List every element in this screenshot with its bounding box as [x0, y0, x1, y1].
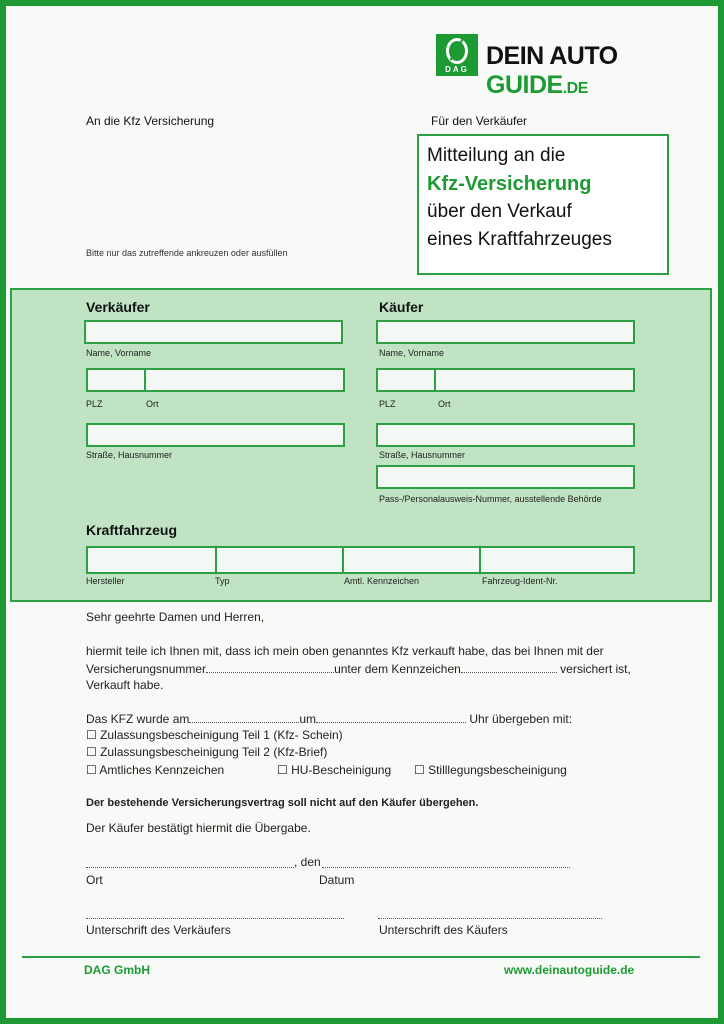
buyer-street-field[interactable]	[376, 423, 635, 447]
buyer-signature-label: Unterschrift des Käufers	[379, 923, 508, 937]
place-line[interactable]	[86, 866, 294, 868]
paragraph-line-3: Verkauft habe.	[86, 678, 164, 692]
vehicle-type-field[interactable]	[215, 546, 344, 574]
seller-plz-label: PLZ	[86, 399, 103, 409]
buyer-name-label: Name, Vorname	[379, 348, 445, 358]
title-line-2: Kfz-Versicherung	[427, 173, 592, 195]
buyer-id-field[interactable]	[376, 465, 635, 489]
recipient: An die Kfz Versicherung	[86, 114, 215, 128]
instruction: Bitte nur das zutreffende ankreuzen oder ausfüllen	[86, 248, 288, 258]
buyer-title: Käufer	[379, 299, 424, 315]
vehicle-manufacturer-field[interactable]	[86, 546, 217, 574]
buyer-id-label: Pass-/Personalausweis-Nummer, ausstellende Behörde	[379, 494, 602, 504]
checkbox-hu-certificate[interactable]: ☐ HU-Bescheinigung	[277, 763, 392, 777]
handover-date-blank[interactable]	[189, 710, 299, 723]
date-line[interactable]	[322, 866, 570, 868]
footer-company: DAG GmbH	[84, 963, 150, 977]
insurance-number-blank[interactable]	[206, 660, 334, 673]
buyer-ort-label: Ort	[438, 399, 451, 409]
seller-signature-line[interactable]	[86, 917, 344, 919]
seller-title: Verkäufer	[86, 299, 150, 315]
buyer-confirmation: Der Käufer bestätigt hiermit die Übergabe.	[86, 821, 311, 835]
seller-street-field[interactable]	[86, 423, 345, 447]
buyer-name-field[interactable]	[376, 320, 635, 344]
logo-badge	[436, 34, 478, 76]
vehicle-plate-field[interactable]	[342, 546, 481, 574]
contract-notice: Der bestehende Versicherungsvertrag soll nicht auf den Käufer übergehen.	[86, 797, 479, 809]
footer-divider	[22, 956, 700, 958]
footer-url[interactable]: www.deinautoguide.de	[504, 963, 635, 977]
checkbox-license-plate[interactable]: ☐ Amtliches Kennzeichen	[86, 763, 225, 777]
title-line-3: über den Verkauf	[427, 201, 572, 222]
seller-signature-label: Unterschrift des Verkäufers	[86, 923, 231, 937]
vehicle-label: Typ	[215, 576, 230, 586]
logo-wordmark: DEIN AUTO GUIDE.DE	[486, 42, 618, 99]
copy-for: Für den Verkäufer	[431, 114, 528, 128]
seller-name-label: Name, Vorname	[86, 348, 152, 358]
checkbox-deregistration[interactable]: ☐ Stilllegungsbescheinigung	[414, 763, 567, 777]
seller-ort-field[interactable]	[144, 368, 345, 392]
logo-badge-text: DAG	[445, 65, 469, 74]
handover-line: Das KFZ wurde am um Uhr übergeben mit:	[86, 712, 573, 726]
handover-time-blank[interactable]	[316, 710, 466, 723]
plate-blank[interactable]	[461, 660, 557, 673]
seller-name-field[interactable]	[84, 320, 343, 344]
seller-street-label: Straße, Hausnummer	[86, 450, 173, 460]
vehicle-label: Amtl. Kennzeichen	[344, 576, 420, 586]
vehicle-label: Hersteller	[86, 576, 125, 586]
greeting: Sehr geehrte Damen und Herren,	[86, 610, 265, 624]
seller-plz-field[interactable]	[86, 368, 146, 392]
buyer-signature-line[interactable]	[378, 917, 602, 919]
buyer-ort-field[interactable]	[434, 368, 635, 392]
buyer-plz-label: PLZ	[379, 399, 396, 409]
vehicle-vin-field[interactable]	[479, 546, 635, 574]
vehicle-label: Fahrzeug-Ident-Nr.	[482, 576, 558, 586]
date-label: Datum	[319, 873, 355, 887]
title-box	[417, 134, 669, 275]
title-line-4: eines Kraftfahrzeuges	[427, 229, 612, 250]
buyer-plz-field[interactable]	[376, 368, 436, 392]
buyer-street-label: Straße, Hausnummer	[379, 450, 466, 460]
seller-ort-label: Ort	[146, 399, 159, 409]
place-label: Ort	[86, 873, 103, 887]
checkbox-registration-2[interactable]: ☐ Zulassungsbescheinigung Teil 2 (Kfz-Brief)	[86, 745, 328, 759]
checkbox-registration-1[interactable]: ☐ Zulassungsbescheinigung Teil 1 (Kfz- Schein)	[86, 728, 343, 742]
title-line-1: Mitteilung an die	[427, 145, 566, 166]
vehicle-title: Kraftfahrzeug	[86, 522, 178, 538]
den-text: , den	[294, 855, 321, 869]
paragraph-line-2: Versicherungsnummer unter dem Kennzeichen versichert ist,	[86, 662, 631, 676]
paragraph-line-1: hiermit teile ich Ihnen mit, dass ich mein oben genanntes Kfz verkauft habe, das bei Ihnen mit der	[86, 644, 604, 658]
